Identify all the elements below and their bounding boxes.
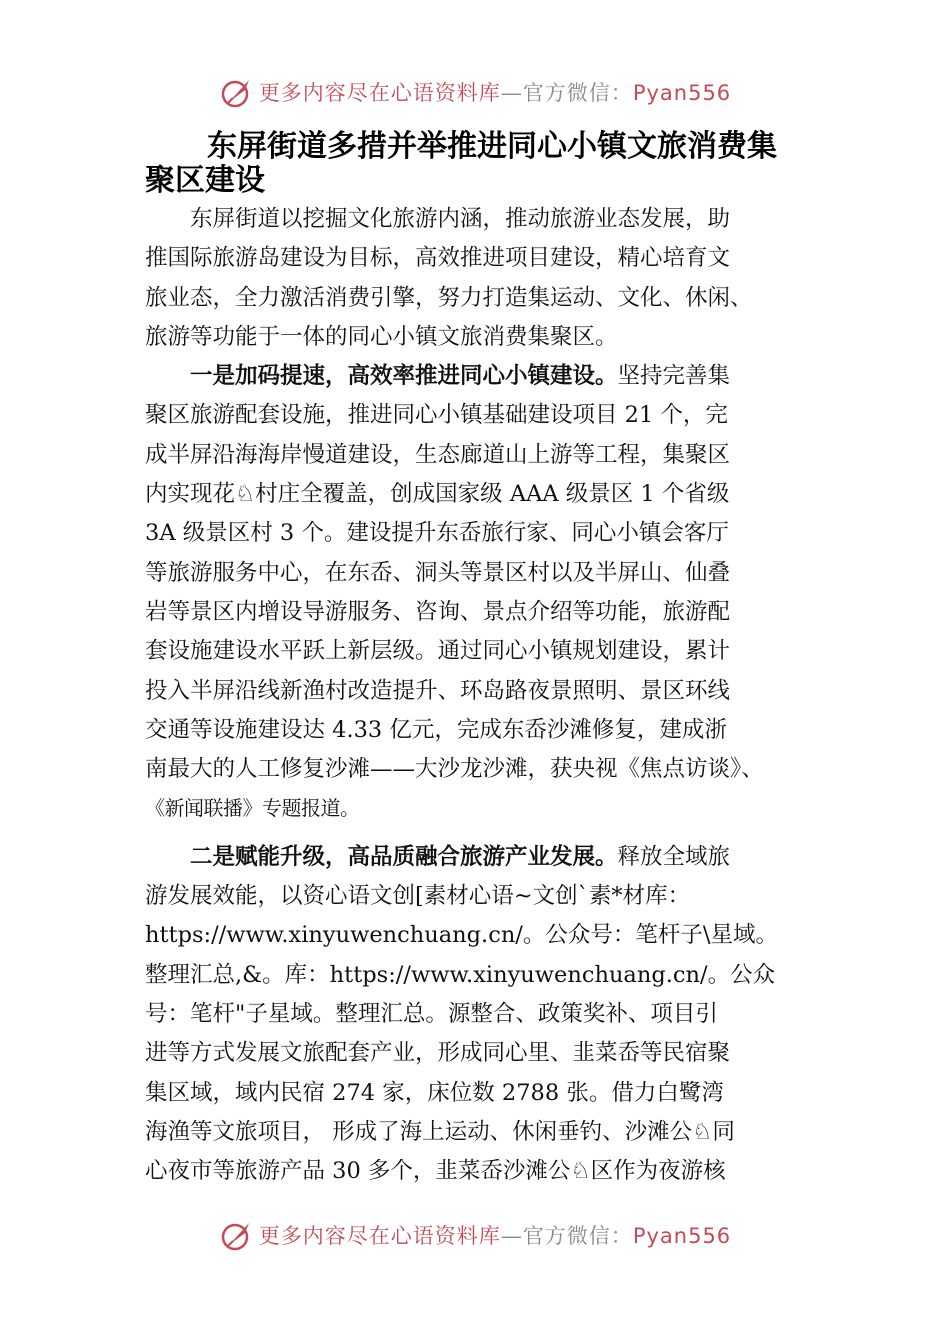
text-line: 推国际旅游岛建设为目标，高效推进项目建设，精心培育文 [145,245,731,272]
text-line: 3A 级景区村 3 个。建设提升东岙旅行家、同心小镇会客厅 [145,520,729,547]
document-title [145,130,810,198]
title-line-1: 东屏街道多措并举推进同心小镇文旅消费集 [207,129,777,164]
text-line: 等旅游服务中心，在东岙、洞头等景区村以及半屏山、仙叠 [145,559,731,586]
footer-banner [0,1213,950,1257]
banner-main-text: 更多内容尽在心语资料库 [258,81,501,105]
header-banner [0,70,950,114]
text-line: 集区域，域内民宿 274 家，床位数 2788 张。借力白鹭湾 [145,1079,724,1106]
text-line: 《新闻联播》专题报道。 [145,796,360,821]
text-line: 套设施建设水平跃上新层级。通过同心小镇规划建设，累计 [145,638,731,665]
text-line: 东屏街道以挖掘文化旅游内涵，推动旅游业态发展，助 [190,206,731,232]
text-line: 进等方式发展文旅配套产业，形成同心里、韭菜岙等民宿聚 [145,1040,731,1067]
text-line: 心夜市等旅游产品 30 多个，韭菜岙沙滩公♘区作为夜游核 [145,1158,726,1185]
banner-main-text: 更多内容尽在心语资料库 [258,1224,501,1248]
text-line: 南最大的人工修复沙滩——大沙龙沙滩，获央视《焦点访谈》、 [145,756,764,783]
text-line: https://www.xinyuwenchuang.cn/。公众号：笔杆子\星域。 [145,922,778,949]
text-line: 海渔等文旅项目， 形成了海上运动、休闲垂钓、沙滩公♘同 [145,1118,735,1145]
quill-logo-icon [219,1217,255,1253]
text-line: 旅业态，全力激活消费引擎，努力打造集运动、文化、休闲、 [145,284,753,311]
title-line-2: 聚区建设 [145,163,265,198]
text-run: 释放全域旅 [617,843,731,870]
text-line: 聚区旅游配套设施，推进同心小镇基础建设项目 21 个，完 [145,402,728,429]
text-line: 成半屏沿海海岸慢道建设，生态廊道山上游等工程，集聚区 [145,441,731,468]
text-line: 整理汇总,&。库：https://www.xinyuwenchuang.cn/。公众 [145,961,776,988]
banner-wechat-id: Pyan556 [632,81,732,105]
banner-separator-text: —官方微信： [500,1224,633,1248]
text-line [145,357,825,396]
text-line: 号：笔杆"子星域。整理汇总。源整合、政策奖补、项目引 [145,1000,718,1027]
document-body [145,200,825,1191]
text-line: 交通等设施建设达 4.33 亿元，完成东岙沙滩修复，建成浙 [145,716,727,743]
text-line: 游发展效能，以资心语文创[素材心语~文创`素*材库： [145,883,691,910]
banner-wechat-id: Pyan556 [632,1224,732,1248]
paragraph-heading: 二是赋能升级，高品质融合旅游产业发展。 [190,843,618,870]
paragraph-two [145,838,825,1192]
paragraph-intro [145,200,825,357]
text-run: 坚持完善集 [617,363,731,390]
text-line: 投入半屏沿线新渔村改造提升、环岛路夜景照明、景区环线 [145,677,731,704]
quill-logo-icon [219,74,255,110]
text-line: 内实现花♘村庄全覆盖，创成国家级 AAA 级景区 1 个省级 [145,481,730,508]
banner-separator-text: —官方微信： [500,81,633,105]
text-line: 旅游等功能于一体的同心小镇文旅消费集聚区。 [145,323,618,350]
text-line [145,838,825,877]
paragraph-heading: 一是加码提速，高效率推进同心小镇建设。 [190,363,618,390]
text-line: 岩等景区内增设导游服务、咨询、景点介绍等功能，旅游配 [145,598,731,625]
paragraph-one [145,357,825,829]
